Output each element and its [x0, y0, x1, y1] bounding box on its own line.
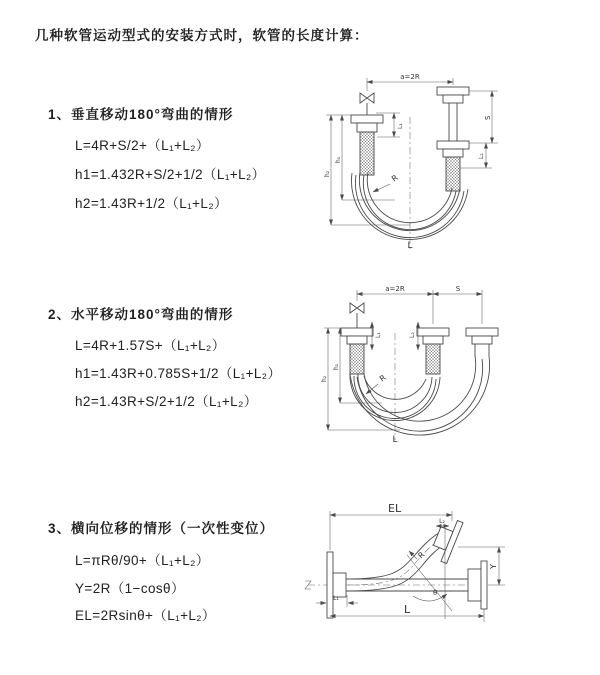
page-title: 几种软管运动型式的安装方式时，软管的长度计算：	[35, 28, 369, 43]
flange	[437, 87, 469, 95]
braided-hose-section	[350, 344, 364, 374]
diagram-3-lateral-displacement	[300, 495, 600, 655]
section-1-formula-h2: h2=1.43R+1/2（L₁+L₂）	[75, 196, 228, 211]
section-2-formula-h1: h1=1.43R+0.785S+1/2（L₁+L₂）	[75, 366, 282, 381]
flange-hub	[472, 336, 492, 344]
section-2-formula-h2: h2=1.43R+S/2+1/2（L₁+L₂）	[75, 394, 258, 409]
braided-hose-section	[446, 157, 460, 191]
dim-label-y: Y	[489, 564, 498, 569]
flange-hub	[423, 336, 443, 344]
dim-label-a2r: a=2R	[400, 73, 420, 81]
label-theta: θ	[433, 589, 438, 597]
flange-hub	[357, 123, 377, 132]
section-1-formula-h1: h1=1.432R+S/2+1/2（L₁+L₂）	[75, 167, 266, 182]
diagram-1-vertical-180-bend	[310, 65, 600, 257]
label-length-l: L	[407, 241, 413, 251]
dim-label-l: L	[404, 603, 411, 616]
section-3-formula-y: Y=2R（1−cosθ）	[75, 581, 185, 596]
flange-hub	[468, 569, 481, 601]
dim-label-h1: h₁	[333, 363, 340, 370]
dim-label-el: EL	[388, 502, 402, 515]
section-3-heading: 3、横向位移的情形（一次性变位）	[48, 521, 275, 536]
section-3-formula-el: EL=2Rsinθ+（L₁+L₂）	[75, 608, 216, 623]
dim-label-l1: L₁	[375, 332, 382, 338]
flange-hub	[443, 149, 463, 157]
dim-label-h2: h₂	[321, 375, 328, 382]
flange	[327, 552, 333, 618]
dim-label-l2: L₂	[439, 518, 445, 525]
hose-s-curve	[346, 533, 446, 591]
flange	[481, 561, 487, 609]
label-radius-r: R	[416, 550, 427, 561]
displaced-flange	[429, 516, 463, 564]
dim-label-l1: L₁	[333, 595, 339, 602]
valve-icon	[360, 93, 374, 103]
section-3-formula-l: L=πRθ/90+（L₁+L₂）	[75, 553, 210, 568]
flange	[417, 328, 449, 336]
braided-hose-section	[360, 132, 374, 175]
dim-label-s: S	[455, 285, 461, 293]
flange	[437, 141, 469, 149]
label-radius-r: R	[389, 173, 400, 184]
pipe-segment	[475, 344, 489, 356]
dim-label-l1: L₁	[397, 123, 404, 129]
angle-arc	[413, 594, 447, 601]
flange	[341, 328, 373, 336]
dim-label-a2r: a=2R	[385, 285, 405, 293]
section-1-heading: 1、垂直移动180°弯曲的情形	[48, 107, 234, 122]
flange-hub	[333, 573, 346, 597]
flange-hub	[443, 95, 463, 103]
pipe-segment	[449, 103, 457, 141]
dim-label-l2: L₂	[478, 153, 485, 159]
diagram-2-horizontal-180-bend	[310, 278, 600, 463]
braided-hose-section	[426, 344, 440, 374]
dim-label-l2: L₂	[409, 332, 416, 338]
flange	[351, 115, 383, 123]
label-radius-r: R	[377, 373, 388, 384]
section-1-formula-l: L=4R+S/2+（L₁+L₂）	[75, 138, 210, 153]
dim-label-s: S	[484, 115, 492, 120]
valve-icon	[350, 303, 364, 313]
hose-u-bend-position-2	[350, 356, 490, 435]
label-length-l: L	[392, 435, 398, 445]
flange-hub	[347, 336, 367, 344]
dim-label-h1: h₁	[335, 156, 342, 163]
dim-label-h2: h₂	[324, 170, 331, 177]
section-2-formula-l: L=4R+1.57S+（L₁+L₂）	[75, 338, 226, 353]
section-2-heading: 2、水平移动180°弯曲的情形	[48, 307, 234, 322]
flange	[466, 328, 498, 336]
